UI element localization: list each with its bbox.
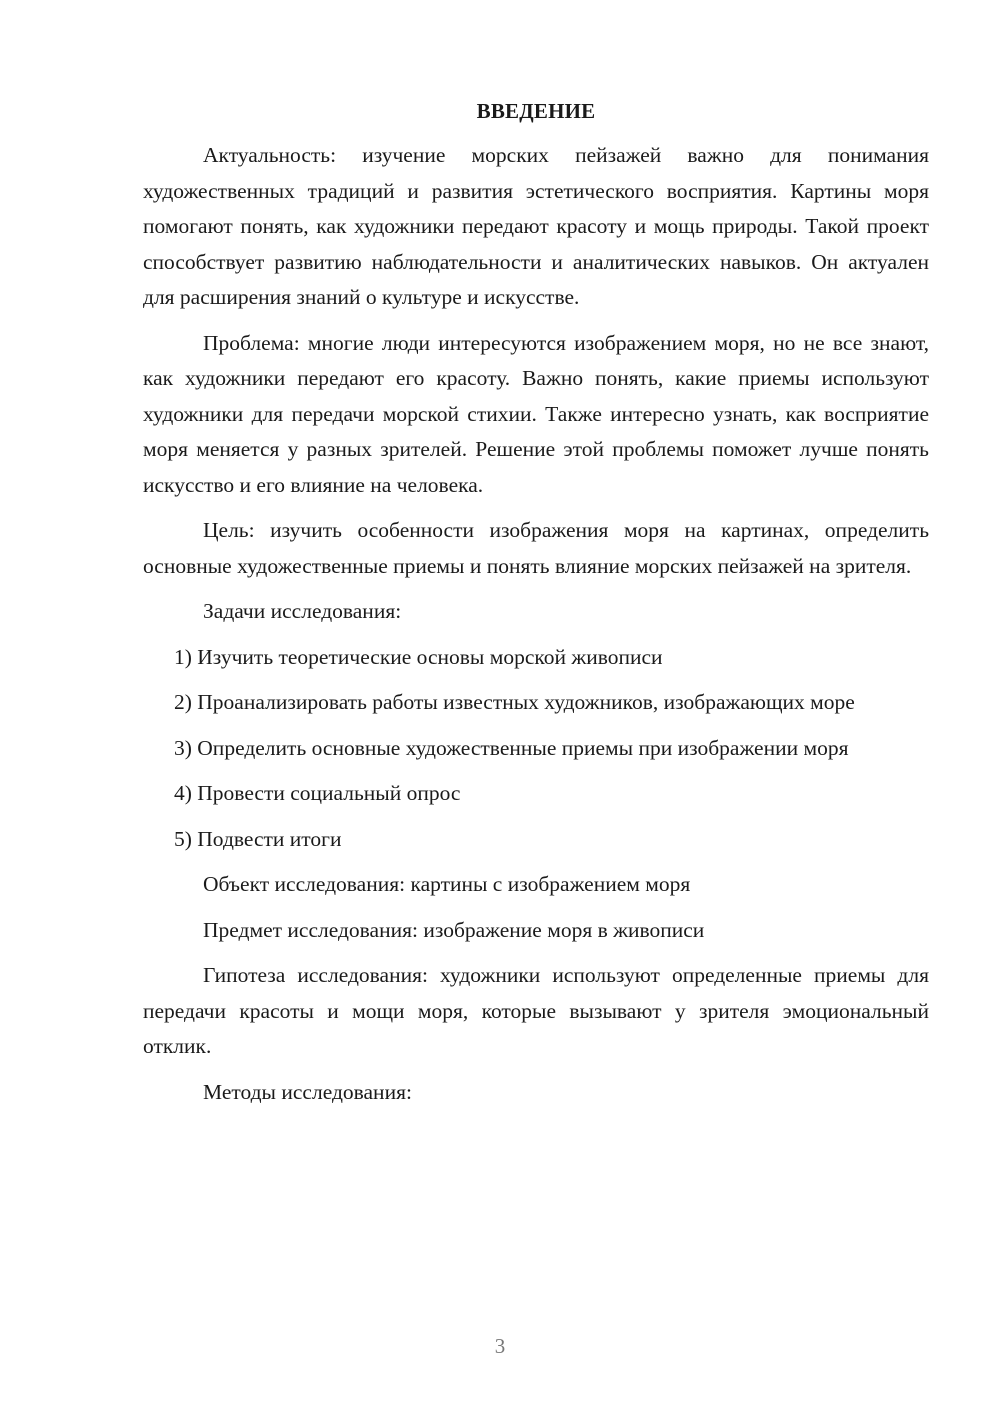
task-item-3: 3) Определить основные художественные приемы при изображении моря [174,735,849,760]
relevance-paragraph: Актуальность: изучение морских пейзажей важно для понимания художественных традиций и развития эстетического восприятия. Картины моря помогают понять, как художники передают красоту и мощь природы. Такой проект способствует развитию наблюдательности и аналитических навыков. Он актуален для расширения знаний о культуре и искусстве. [143,143,929,309]
task-item-4: 4) Провести социальный опрос [174,781,461,805]
page-title: ВВЕДЕНИЕ [476,99,596,123]
problem-paragraph: Проблема: многие люди интересуются изображением моря, но не все знают, как художники передают его красоту. Важно понять, какие приемы используют художники для передачи морской стихии. Также интересно узнать, как восприятие моря меняется у разных зрителей. Решение этой проблемы поможет лучше понять искусство и его влияние на человека. [143,330,929,497]
subject-paragraph: Предмет исследования: изображение моря в живописи [203,917,705,942]
goal-paragraph: Цель: изучить особенности изображения моря на картинах, определить основные художественные приемы и понять влияние морских пейзажей на зрителя. [143,518,929,578]
methods-heading: Методы исследования: [203,1079,412,1104]
document-page [143,96,929,1120]
tasks-list [143,640,929,858]
hypothesis-paragraph: Гипотеза исследования: художники используют определенные приемы для передачи красоты и мощи моря, которые вызывают у зрителя эмоциональный отклик. [143,963,929,1058]
object-paragraph: Объект исследования: картины с изображением моря [203,872,691,896]
page-number: 3 [494,1334,506,1358]
task-item-5: 5) Подвести итоги [174,826,342,851]
task-item-2: 2) Проанализировать работы известных художников, изображающих море [174,690,855,714]
task-item-1: 1) Изучить теоретические основы морской живописи [174,644,663,669]
tasks-heading: Задачи исследования: [203,599,402,623]
